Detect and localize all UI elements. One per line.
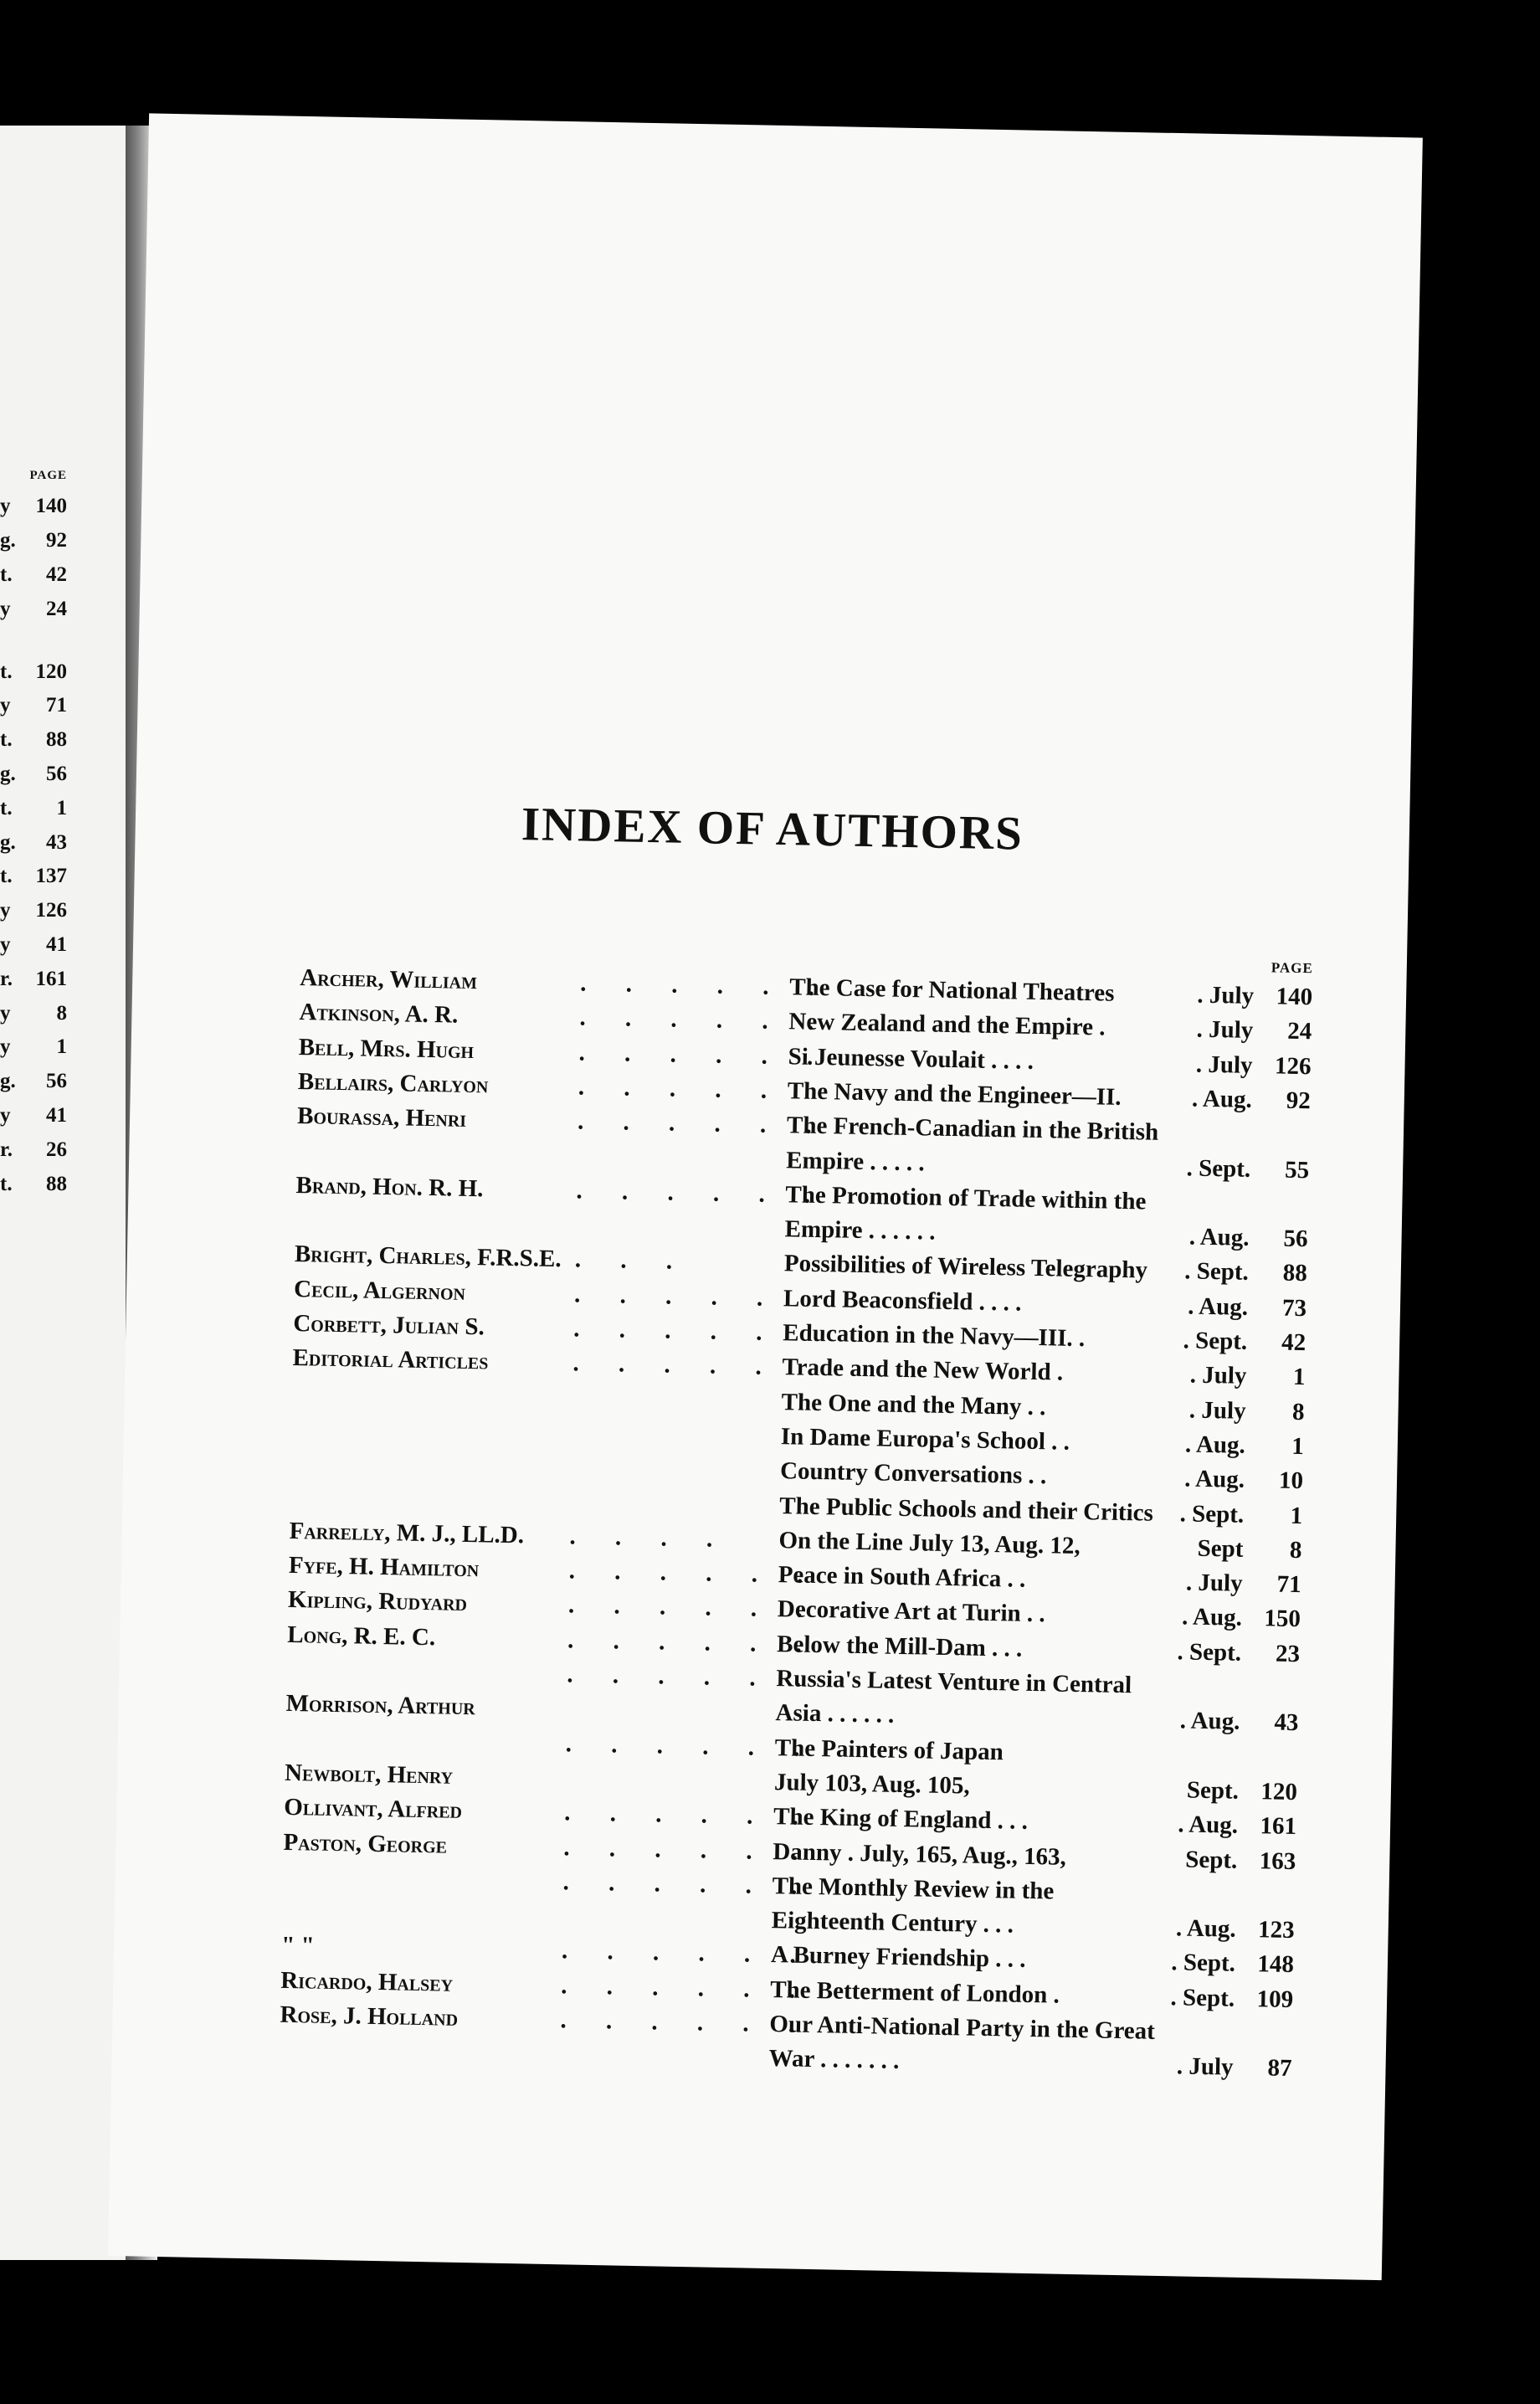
entry-page-number: 161 <box>1260 1812 1297 1841</box>
entry-author: Farrelly, M. J., LL.D. <box>289 1517 525 1549</box>
left-page-row <box>0 1099 67 1133</box>
left-row-stub: t. <box>0 865 13 888</box>
entry-article-title: Empire . . . . . <box>785 1146 925 1176</box>
entry-page-number: 148 <box>1257 1950 1295 1979</box>
left-row-stub: y <box>0 1001 11 1025</box>
entry-page-number <box>1237 1882 1296 1883</box>
left-row-stub: y <box>0 694 11 717</box>
entry-article-title: July 103, Aug. 105, <box>773 1768 970 1800</box>
entry-page-number <box>1240 1743 1298 1744</box>
entry-article-title: War . . . . . . . <box>768 2045 900 2075</box>
entry-page-number: 71 <box>1276 1570 1301 1599</box>
entry-article-title: The French-Canadian in the British <box>786 1112 1159 1146</box>
entry-author: Fyfe, H. Hamilton <box>288 1552 480 1583</box>
left-row-page-number: 71 <box>46 694 67 717</box>
left-row-page-number: 42 <box>46 562 67 586</box>
entry-month: . Sept. <box>1183 1327 1248 1355</box>
entry-month: . July <box>1185 1569 1243 1597</box>
entry-author: Morrison, Arthur <box>285 1690 476 1721</box>
left-row-page-number: 41 <box>46 932 67 956</box>
entry-article-title: Decorative Art at Turin . . <box>777 1595 1045 1628</box>
left-page-row <box>0 1133 67 1167</box>
left-row-stub: y <box>0 899 11 922</box>
left-page-row <box>0 655 67 689</box>
entry-article-title: The Public Schools and their Critics <box>779 1492 1154 1527</box>
left-row-page-number: 120 <box>35 660 67 683</box>
left-row-page-number: 1 <box>56 1035 67 1059</box>
left-page-row <box>0 1167 67 1201</box>
left-row-stub: r. <box>0 967 13 990</box>
left-page-row <box>0 1065 67 1099</box>
entry-article-title: Si Jeunesse Voulait . . . . <box>788 1042 1034 1075</box>
entry-page-number: 1 <box>1291 1432 1305 1461</box>
entry-leader-dots: . . . . . . <box>578 1039 830 1071</box>
entry-page-number: 56 <box>1283 1225 1308 1253</box>
entry-article-title: Lord Beaconsfield . . . . <box>783 1284 1022 1317</box>
entry-article-title: The Monthly Review in the <box>772 1872 1055 1905</box>
entry-author: Brand, Hon. R. H. <box>295 1171 484 1203</box>
entry-author: Atkinson, A. R. <box>299 999 459 1029</box>
entry-month: . Aug. <box>1188 1223 1250 1251</box>
left-row-stub: y <box>0 1035 11 1059</box>
left-page-row <box>0 758 67 792</box>
entry-article-title: Empire . . . . . . <box>784 1215 936 1246</box>
entry-author: Kipling, Rudyard <box>287 1586 468 1617</box>
left-page-row <box>0 490 67 524</box>
left-row-stub: r. <box>0 1138 13 1161</box>
entry-month: Sept <box>1197 1534 1244 1563</box>
entry-page-number <box>1251 1121 1310 1122</box>
entry-article-title: Possibilities of Wireless Telegraphy <box>783 1250 1148 1284</box>
entry-leader-dots: . . . . . . <box>560 1971 813 2004</box>
entry-leader-dots: . . . . . . <box>567 1591 820 1624</box>
index-page <box>108 113 1423 2280</box>
entry-month: . Sept. <box>1177 1638 1242 1667</box>
left-row-stub: y <box>0 495 11 518</box>
entry-article-title: Our Anti-National Party in the Great <box>769 2011 1156 2045</box>
entry-month: . July <box>1176 2052 1234 2081</box>
entry-page-number: 123 <box>1257 1916 1296 1944</box>
entry-article-title: In Dame Europa's School . . <box>780 1423 1070 1456</box>
entry-leader-dots: . . . . . <box>573 1281 780 1312</box>
entry-leader-dots: . . . . . . <box>567 1661 819 1693</box>
entry-month: . Aug. <box>1187 1292 1249 1321</box>
entry-author: Corbett, Julian S. <box>293 1309 485 1341</box>
entry-leader-dots: . . . . . . <box>563 1799 816 1831</box>
left-row-stub: g. <box>0 1070 16 1093</box>
entry-author: Ricardo, Halsey <box>280 1966 454 1997</box>
left-row-stub: y <box>0 597 11 620</box>
entry-page-number: 8 <box>1291 1398 1305 1425</box>
entry-leader-dots: . . . <box>574 1246 690 1276</box>
entry-page-number: 87 <box>1267 2054 1292 2083</box>
left-row-page-number: 24 <box>46 597 67 620</box>
entry-month: . Aug. <box>1184 1465 1245 1494</box>
left-row-page-number: 126 <box>35 899 67 922</box>
left-page-row <box>0 791 67 825</box>
entry-article-title: The Case for National Theatres <box>788 973 1115 1007</box>
left-page-row <box>0 928 67 963</box>
entry-month: . July <box>1196 1015 1254 1045</box>
left-row-page-number: 92 <box>46 529 67 552</box>
entry-article-title: Asia . . . . . . <box>775 1699 895 1729</box>
left-page-row <box>0 524 67 558</box>
entry-author: Bellairs, Carlyon <box>297 1067 489 1099</box>
left-row-stub: g. <box>0 529 16 552</box>
left-row-page-number: 88 <box>46 728 67 752</box>
entry-page-number: 150 <box>1264 1605 1301 1633</box>
entry-month: . Aug. <box>1184 1431 1246 1459</box>
entry-month: . July <box>1188 1396 1246 1425</box>
left-row-page-number: 8 <box>56 1001 67 1025</box>
entry-article-title: The King of England . . . <box>773 1803 1029 1836</box>
left-row-stub: t. <box>0 660 13 683</box>
entry-leader-dots: . . . . . <box>573 1315 779 1347</box>
left-row-stub: t. <box>0 728 13 752</box>
entry-article-title: Country Conversations . . <box>779 1457 1047 1490</box>
entry-page-number: 8 <box>1289 1536 1302 1564</box>
left-row-page-number: 56 <box>46 1070 67 1093</box>
entry-month: . Aug. <box>1175 1914 1237 1943</box>
entry-month: . Aug. <box>1181 1603 1243 1632</box>
entry-leader-dots: . . . . <box>569 1523 730 1553</box>
entry-leader-dots: . . . . . . <box>579 969 832 1002</box>
entry-article-title: New Zealand and the Empire . <box>788 1008 1106 1041</box>
entry-author: Bell, Mrs. Hugh <box>298 1033 475 1064</box>
entry-page-number: 140 <box>1276 983 1313 1011</box>
entry-article-title: The Betterment of London . <box>769 1975 1060 2009</box>
entry-article-title: On the Line July 13, Aug. 12, <box>778 1526 1081 1559</box>
entry-page-number: 120 <box>1260 1778 1298 1806</box>
left-page-row <box>0 558 67 593</box>
entry-author: Paston, George <box>283 1828 448 1859</box>
entry-month: Sept. <box>1186 1776 1240 1805</box>
entry-page-number: 43 <box>1274 1708 1299 1737</box>
entry-article-title: Trade and the New World . <box>782 1354 1064 1386</box>
entry-leader-dots: . . . . . . <box>568 1557 820 1590</box>
left-page-row <box>0 860 67 894</box>
page-column-header: PAGE <box>1270 959 1313 977</box>
left-page-row <box>0 592 67 626</box>
entry-month: . July <box>1197 981 1255 1009</box>
entry-author: Ollivant, Alfred <box>284 1794 463 1825</box>
entry-month: . Sept. <box>1170 1983 1235 2012</box>
left-page-row <box>0 962 67 996</box>
entry-leader-dots: . . . . . . <box>565 1729 817 1762</box>
left-row-stub: g. <box>0 762 16 785</box>
entry-article-title: Peace in South Africa . . <box>778 1561 1026 1593</box>
left-row-page-number: 140 <box>35 495 67 518</box>
left-row-page-number: 137 <box>35 865 67 888</box>
entry-month: . Aug. <box>1191 1085 1253 1113</box>
left-page-header: PAGE <box>29 469 67 482</box>
entry-author: Editorial Articles <box>292 1344 489 1375</box>
left-row-page-number: 88 <box>46 1172 67 1195</box>
entry-month: . Sept. <box>1186 1153 1251 1183</box>
entry-leader-dots: . . . . . . <box>561 1937 814 1970</box>
entry-month: . Sept. <box>1183 1257 1250 1287</box>
left-page-row <box>0 1030 67 1065</box>
entry-page-number: 92 <box>1286 1086 1312 1115</box>
entry-month: . Aug. <box>1178 1811 1239 1839</box>
entry-page-number: 88 <box>1282 1260 1308 1287</box>
entry-month: . July <box>1195 1050 1253 1079</box>
entry-leader-dots: . . . . . . <box>577 1107 829 1140</box>
entry-month: . Aug. <box>1179 1707 1240 1736</box>
left-row-page-number: 41 <box>46 1103 67 1127</box>
entry-author: Cecil, Algernon <box>293 1275 466 1306</box>
entry-article-title: A Burney Friendship . . . <box>770 1941 1026 1974</box>
entry-leader-dots: . . . . . <box>578 1073 784 1105</box>
entry-article-title: The Navy and the Engineer—II. <box>787 1077 1122 1111</box>
left-page-row <box>0 996 67 1030</box>
entry-author: Archer, William <box>300 964 478 995</box>
entry-page-number: 1 <box>1290 1502 1303 1529</box>
left-row-page-number: 161 <box>35 967 67 990</box>
entry-month: . Sept. <box>1171 1949 1236 1978</box>
entry-article-title: Below the Mill-Dam . . . <box>776 1630 1023 1662</box>
left-row-stub: t. <box>0 796 13 819</box>
left-row-page-number: 1 <box>56 796 67 819</box>
entry-page-number: 163 <box>1259 1847 1296 1875</box>
entry-page-number: 23 <box>1275 1640 1301 1667</box>
entry-article-title: Education in the Navy—III. . <box>783 1319 1086 1353</box>
entry-leader-dots: . . . . . . <box>560 2006 812 2038</box>
entry-author: " " <box>280 1932 315 1960</box>
page-title: INDEX OF AUTHORS <box>521 798 1024 860</box>
left-page-row <box>0 689 67 723</box>
entry-page-number: 55 <box>1284 1156 1310 1184</box>
entry-author: Long, R. E. C. <box>286 1621 436 1651</box>
left-row-stub: t. <box>0 562 13 586</box>
entry-page-number: 126 <box>1274 1052 1312 1080</box>
entry-leader-dots: . . . . . . <box>576 1177 828 1209</box>
entry-page-number: 10 <box>1278 1467 1304 1495</box>
entry-page-number: 73 <box>1281 1294 1307 1322</box>
left-row-page-number: 56 <box>46 762 67 785</box>
entry-author: Newbolt, Henry <box>284 1759 454 1790</box>
left-row-stub: y <box>0 1103 11 1127</box>
entry-month: . Sept. <box>1179 1499 1245 1528</box>
entry-page-number <box>1235 2020 1293 2021</box>
entry-article-title: Russia's Latest Venture in Central <box>776 1665 1132 1699</box>
entry-month: . July <box>1189 1361 1247 1390</box>
entry-author: Rose, J. Holland <box>280 2001 459 2032</box>
entry-leader-dots: . . . . . . <box>562 1868 814 1900</box>
author-index <box>280 941 1313 2083</box>
entry-author: Bright, Charles, F.R.S.E. <box>294 1241 562 1273</box>
entry-page-number: 109 <box>1256 1985 1294 2013</box>
entry-page-number: 1 <box>1292 1364 1306 1391</box>
left-page-row <box>0 825 67 860</box>
entry-leader-dots: . . . . . <box>572 1349 779 1381</box>
entry-page-number <box>1241 1674 1300 1675</box>
entry-article-title: The One and the Many . . <box>781 1388 1046 1420</box>
left-page-column <box>0 469 67 1201</box>
left-row-page-number: 26 <box>46 1138 67 1161</box>
left-page-row <box>0 894 67 928</box>
entry-article-title: The Painters of Japan <box>774 1734 1004 1765</box>
entry-leader-dots: . . . . . . <box>567 1626 819 1658</box>
entry-page-number <box>1250 1190 1309 1191</box>
left-row-stub: g. <box>0 830 16 854</box>
entry-leader-dots: . . . . . . <box>579 1004 831 1036</box>
left-row-stub: t. <box>0 1172 13 1195</box>
entry-page-number: 24 <box>1287 1018 1312 1045</box>
entry-page-number: 42 <box>1281 1328 1306 1357</box>
entry-article-title: Eighteenth Century . . . <box>771 1907 1014 1939</box>
entry-article-title: The Promotion of Trade within the <box>785 1181 1147 1215</box>
entry-author: Bourassa, Henri <box>296 1102 467 1133</box>
entry-month: Sept. <box>1184 1846 1238 1874</box>
entry-leader-dots: . . . . . . <box>563 1833 815 1866</box>
left-row-page-number: 43 <box>46 830 67 854</box>
left-row-stub: y <box>0 932 11 956</box>
entry-article-title: Danny . July, 165, Aug., 163, <box>773 1837 1067 1871</box>
left-page-row <box>0 723 67 758</box>
